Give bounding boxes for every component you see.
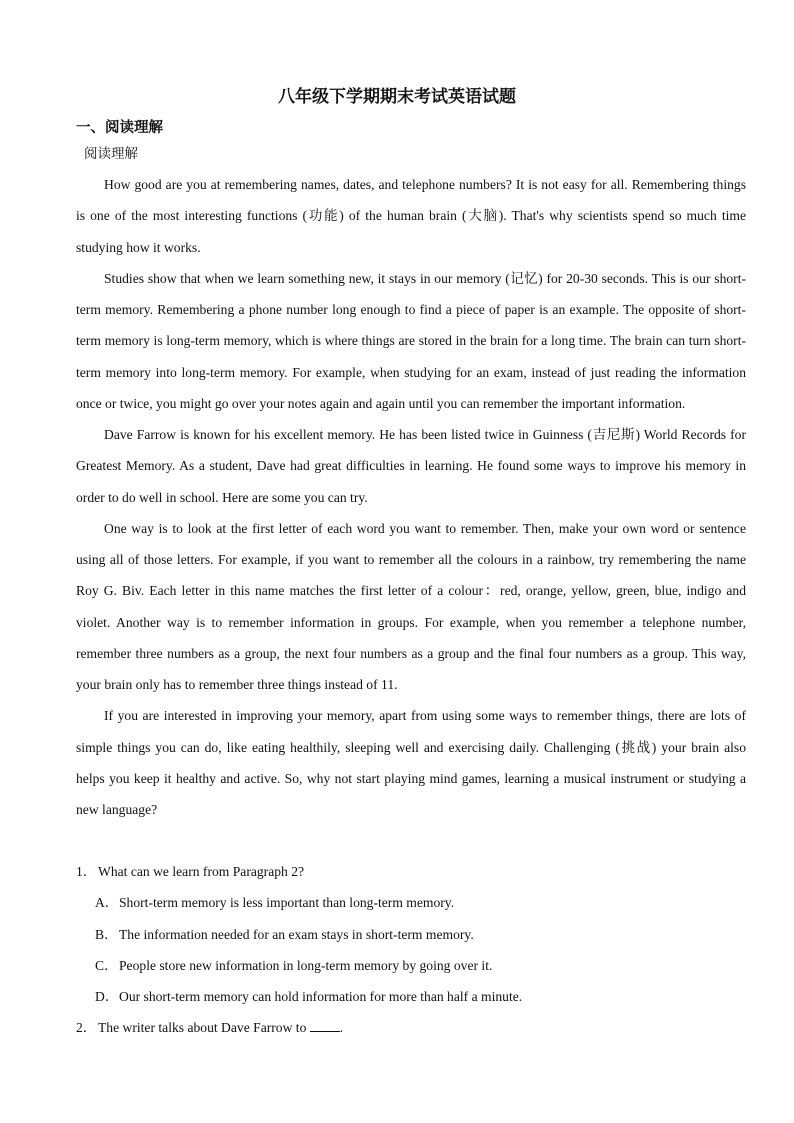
- question-2: [76, 1012, 746, 1043]
- question-number: 1．: [76, 864, 97, 879]
- question-text: The writer talks about Dave Farrow to: [98, 1020, 307, 1036]
- answer-blank[interactable]: [310, 1019, 340, 1032]
- section-heading: 一、阅读理解: [76, 120, 163, 136]
- option-letter: D．: [95, 989, 119, 1004]
- option-letter: A．: [95, 895, 119, 911]
- option-text: Our short-term memory can hold information for more than half a minute.: [119, 989, 523, 1004]
- option-b[interactable]: [76, 919, 746, 950]
- option-letter: C．: [95, 957, 118, 973]
- option-d[interactable]: [76, 981, 746, 1012]
- question-number: 2．: [76, 1020, 97, 1036]
- reading-passage: [76, 169, 746, 825]
- option-a[interactable]: [76, 887, 746, 918]
- option-text: Short-term memory is less important than long-term memory.: [119, 895, 455, 911]
- option-text: The information needed for an exam stays in short-term memory.: [119, 926, 474, 942]
- option-c[interactable]: [76, 950, 746, 981]
- passage-paragraph-2: Studies show that when we learn something new, it stays in our memory (记忆) for 20-30 seconds. This is our short-term memory. Remembering a phone number long enough to find a piece of paper is an example. The opposite of short-term memory is long-term memory, which is where things are stored in the brain for a long time. The brain can turn short-term memory into long-term memory. For example, when studying for an exam, instead of just reading the information once or twice, you might go over your notes again and again until you can remember the important information.: [76, 270, 746, 411]
- option-letter: B．: [95, 926, 118, 942]
- exam-title: 八年级下学期期末考试英语试题: [278, 87, 516, 107]
- passage-sub-heading: 阅读理解: [84, 146, 138, 162]
- question-stem-end: .: [339, 1020, 344, 1036]
- passage-paragraph-1: How good are you at remembering names, dates, and telephone numbers? It is not easy for all. Remembering things is one of the most interesting functions (功能) of the human brain (大脑). That's why scientists spend so much time studying how it works.: [76, 177, 746, 255]
- passage-paragraph-5: If you are interested in improving your memory, apart from using some ways to remember things, there are lots of simple things you can do, like eating healthily, sleeping well and exercising daily. Challenging (挑战) your brain also helps you keep it healthy and active. So, why not start playing mind games, learning a musical instrument or studying a new language?: [76, 708, 746, 817]
- question-text: What can we learn from Paragraph 2?: [98, 864, 305, 879]
- question-stem: [76, 1012, 746, 1043]
- question-1: [76, 856, 746, 1012]
- question-list: [76, 856, 746, 1044]
- passage-paragraph-3: Dave Farrow is known for his excellent memory. He has been listed twice in Guinness (吉尼斯) World Records for Greatest Memory. As a student, Dave had great difficulties in learning. He found some ways to improve his memory in order to do well in school. Here are some you can try.: [76, 427, 746, 505]
- passage-paragraph-4: One way is to look at the first letter of each word you want to remember. Then, make your own word or sentence using all of those letters. For example, if you want to remember all the colours in a rainbow, try remembering the name Roy G. Biv. Each letter in this name matches the first letter of a colour：red, orange, yellow, green, blue, indigo and violet. Another way is to remember information in groups. For example, when you remember a telephone number, remember three numbers as a group, the next four numbers as a group and the final four numbers as a group. This way, your brain only has to remember three things instead of 11.: [76, 520, 746, 692]
- question-stem: [76, 856, 746, 887]
- option-text: People store new information in long-term memory by going over it.: [119, 957, 493, 973]
